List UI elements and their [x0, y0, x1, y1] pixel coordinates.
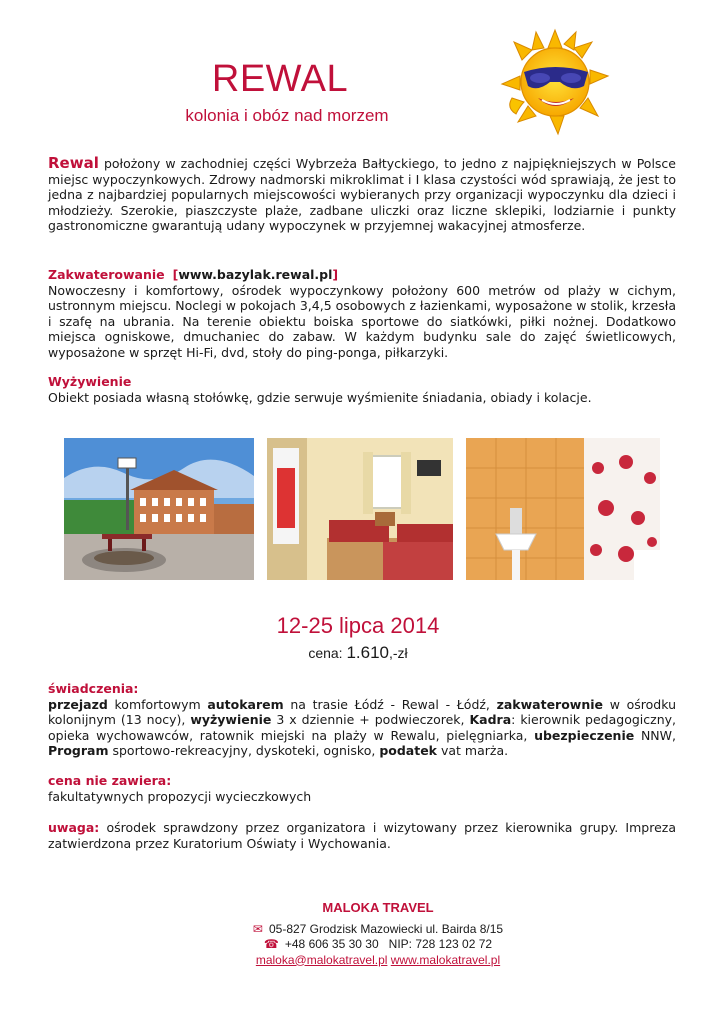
services-fragment: komfortowym — [107, 696, 208, 712]
note-text: ośrodek sprawdzony przez organizatora i wizytowany przez kierownika grupy. Impreza zatwierdzona przez Kuratorium Oświaty i Wychowania. — [48, 820, 676, 851]
services-keyword: wyżywienie — [190, 712, 272, 728]
services-text — [48, 697, 676, 759]
intro-lead: Rewal — [48, 154, 99, 172]
footer — [0, 900, 724, 968]
accommodation-text: Nowoczesny i komfortowy, ośrodek wypoczynkowy położony 600 metrów od plaży w cichym, ustronnym miejscu. Noclegi w pokojach 3,4,5 osobowych z łazienkami, wyposażone w stolik, krzesła i szafę na ubrania. Na terenie obiektu boiska sportowe do siatkówki, piłki nożnej. Dodatkowo miejsca ogniskowe, dmuchaniec do zabaw. W każdym budynku sale do zajęć świetlicowych, wyposażone w sprzęt Hi-Fi, dvd, stoły do ping-ponga, piłkarzyki. — [48, 282, 676, 360]
building-photo — [64, 438, 254, 580]
services-keyword: ubezpieczenie — [534, 727, 635, 743]
room-photo — [267, 438, 453, 580]
bracket-close: ] — [332, 267, 339, 282]
page-title: REWAL — [211, 58, 349, 100]
sun-mascot-icon — [500, 28, 610, 136]
food-text: Obiekt posiada własną stołówkę, gdzie serwuje wyśmienite śniadania, obiady i kolacje. — [48, 389, 592, 405]
page-subtitle: kolonia i obóz nad morzem — [185, 106, 389, 125]
company-nip: NIP: 728 123 02 72 — [388, 937, 493, 951]
food-heading: Wyżywienie — [48, 374, 132, 389]
note-section — [48, 820, 676, 851]
note-heading: uwaga: — [48, 820, 100, 835]
envelope-icon: ✉ — [252, 921, 263, 936]
company-name: MALOKA TRAVEL — [322, 900, 434, 915]
services-keyword: podatek — [379, 743, 437, 759]
phone-icon: ☎ — [263, 937, 279, 951]
services-keyword: Program — [48, 743, 109, 759]
services-keyword: Kadra — [469, 712, 512, 728]
services-keyword: przejazd — [48, 696, 108, 712]
services-fragment: na trasie Łódź - Rewal - Łódź, — [283, 696, 497, 712]
email-link[interactable]: maloka@malokatravel.pl — [255, 952, 388, 967]
services-fragment: : kierownik pedagogiczny, opieka wychowawców, ratownik miejski na plaży w Rewalu, pielęgniarka, — [48, 712, 676, 743]
accommodation-section — [48, 267, 676, 361]
services-keyword: autokarem — [207, 696, 284, 712]
photo-gallery — [64, 438, 660, 580]
intro-text: położony w zachodniej części Wybrzeża Bałtyckiego, to jedno z najpiękniejszych w Polsce miejsc wypoczynkowych. Zdrowy nadmorski mikroklimat i I klasa czystości wód sprawiają, że jest to jedna z najbardziej popularnych miejscowości wybieranych przy organizacji wypoczynku dla dzieci i młodzieży. Szerokie, piaszczyste plaże, zadbane uliczki oraz liczne sklepiki, lodziarnie i punkty gastronomiczne gwarantują udany wypoczynek w przyjemnej wakacyjnej atmosferze. — [48, 156, 676, 234]
company-phone: +48 606 35 30 30 — [284, 937, 379, 951]
services-fragment: 3 x dziennie + podwieczorek, — [271, 712, 470, 728]
price-amount: 1.610 — [346, 643, 389, 662]
services-section — [48, 681, 676, 759]
food-section — [48, 374, 676, 405]
price-label: cena: — [308, 645, 347, 661]
camp-dates: 12-25 lipca 2014 — [276, 613, 440, 638]
excluded-text: fakultatywnych propozycji wycieczkowych — [48, 788, 312, 804]
bathroom-photo — [466, 438, 660, 580]
company-address: 05-827 Grodzisk Mazowiecki ul. Bairda 8/15 — [268, 921, 504, 936]
accommodation-url[interactable]: www.bazylak.rewal.pl — [178, 267, 333, 282]
website-link[interactable]: www.malokatravel.pl — [390, 952, 501, 967]
services-fragment: sportowo-rekreacyjny, dyskoteki, ognisko, — [108, 743, 380, 759]
excluded-heading: cena nie zawiera: — [48, 773, 172, 788]
intro-paragraph — [48, 156, 676, 234]
services-keyword: zakwaterownie — [496, 696, 604, 712]
price-suffix: ,-zł — [389, 645, 408, 661]
services-fragment: vat marża. — [437, 743, 509, 759]
services-fragment: w ośrodku kolonijnym (13 nocy), — [48, 696, 676, 728]
services-heading: świadczenia: — [48, 681, 139, 696]
services-fragment: NNW, — [634, 727, 676, 743]
price-line — [0, 643, 716, 663]
accommodation-heading: Zakwaterowanie — [48, 267, 165, 282]
excluded-section — [48, 773, 676, 804]
bracket-open: [ — [172, 267, 179, 282]
